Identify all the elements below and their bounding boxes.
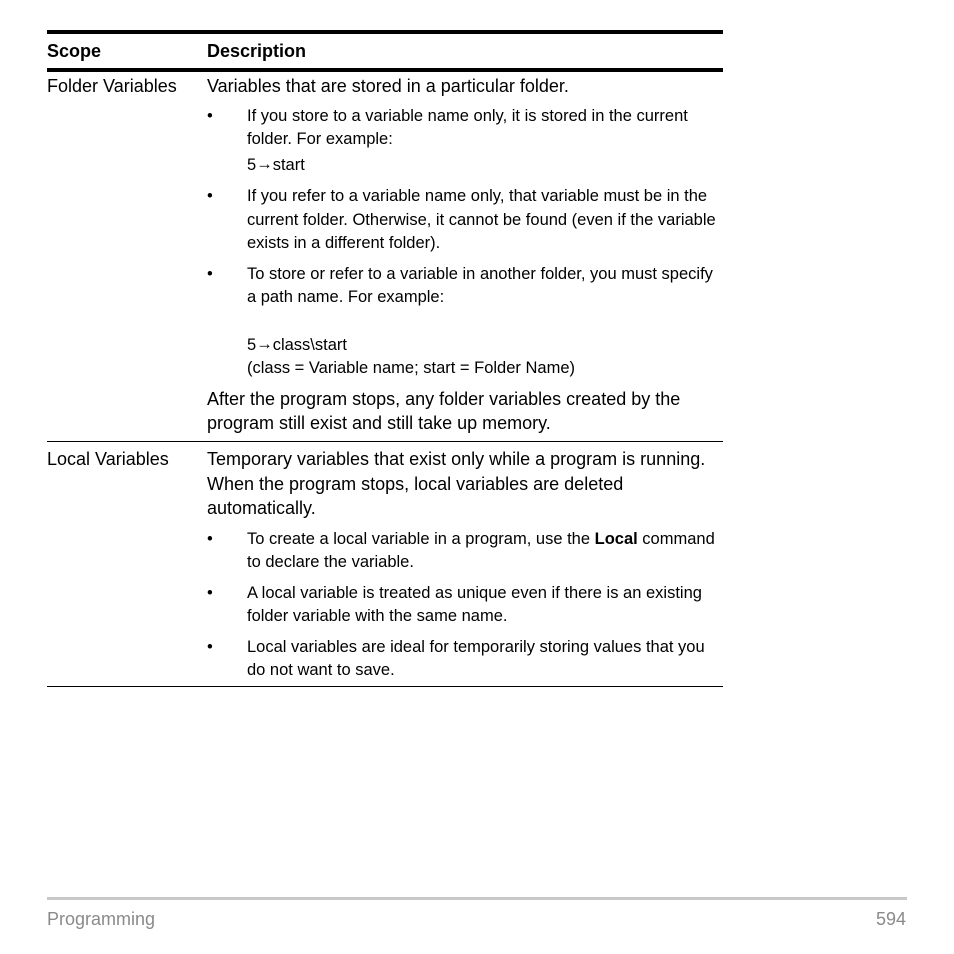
folder-intro: Variables that are stored in a particular folder.: [207, 76, 569, 96]
example-number: 5: [247, 335, 257, 354]
store-arrow-icon: →: [256, 334, 273, 353]
example-number: 5: [247, 155, 257, 174]
bullet-icon: •: [207, 583, 213, 602]
local-command-name: Local: [594, 529, 638, 548]
scope-table: [47, 30, 723, 687]
list-item: [207, 263, 723, 381]
bullet-text: If you store to a variable name only, it is stored in the current folder. For example:: [247, 106, 688, 148]
scope-cell: Folder Variables: [47, 76, 177, 96]
table-row-folder-variables: [47, 72, 723, 441]
list-item: [207, 528, 723, 575]
list-item: [207, 105, 723, 178]
header-description: Description: [207, 40, 307, 61]
local-intro: Temporary variables that exist only while a program is running. When the program stops, local variables are deleted automatically.: [207, 449, 706, 518]
example-note: (class = Variable name; start = Folder Name): [247, 359, 575, 377]
footer-section-title: Programming: [47, 909, 156, 929]
code-example: [247, 154, 723, 178]
example-target: class\start: [272, 335, 347, 354]
bullet-text: A local variable is treated as unique even if there is an existing folder variable with the same name.: [247, 583, 702, 625]
header-scope: Scope: [47, 40, 102, 61]
scope-cell: Local Variables: [47, 449, 169, 469]
list-item: [207, 582, 723, 629]
bullet-text-pre: To create a local variable in a program, use the: [247, 529, 595, 548]
folder-outro: After the program stops, any folder variables created by the program still exist and still take up memory.: [207, 388, 681, 433]
bullet-text: If you refer to a variable name only, that variable must be in the current folder. Otherwise, it cannot be found (even if the variable exists in a different folder).: [247, 187, 716, 252]
bullet-text: Local variables are ideal for temporarily storing values that you do not want to save.: [247, 637, 705, 679]
bullet-icon: •: [207, 264, 213, 283]
page-number: 594: [875, 909, 906, 929]
table-bottom-rule: [47, 686, 723, 687]
bullet-text-post: command to declare the variable.: [247, 529, 715, 571]
bullet-icon: •: [207, 637, 213, 656]
bullet-text: [247, 528, 723, 575]
code-example: [247, 334, 723, 358]
description-cell: [207, 72, 723, 441]
list-item: [207, 636, 723, 683]
table-row-local-variables: [47, 442, 723, 686]
table-header-row: [47, 34, 723, 68]
store-arrow-icon: →: [256, 154, 273, 173]
bullet-text: To store or refer to a variable in another folder, you must specify a path name. For example:: [247, 264, 713, 306]
example-target: start: [272, 155, 305, 174]
list-item: [207, 185, 723, 256]
footer-rule: [47, 897, 907, 900]
bullet-icon: •: [207, 529, 213, 548]
bullet-icon: •: [207, 187, 213, 205]
description-cell: [207, 445, 723, 686]
bullet-icon: •: [207, 106, 213, 125]
